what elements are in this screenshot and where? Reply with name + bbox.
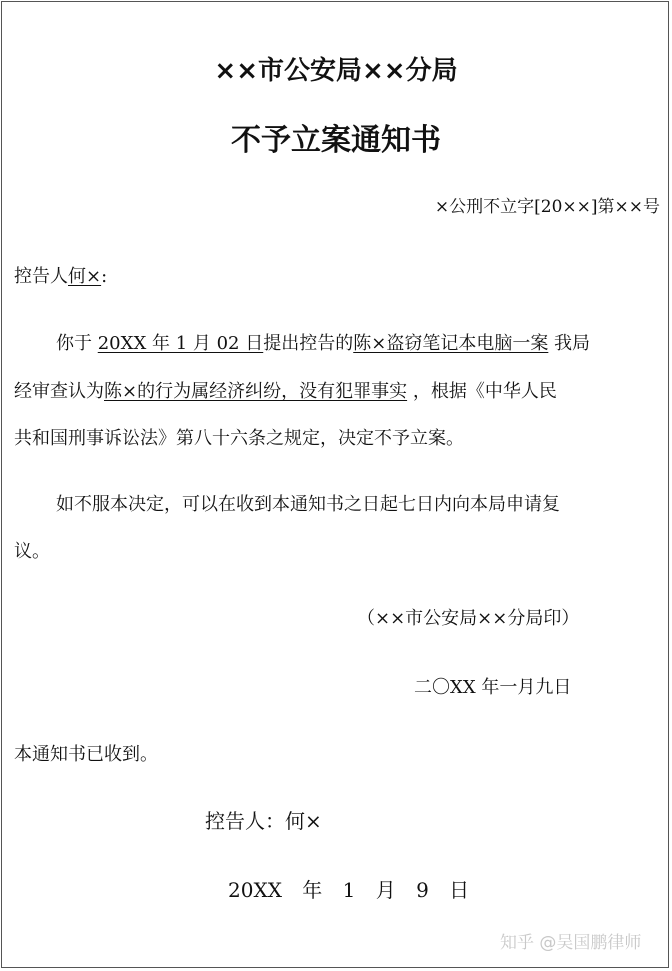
receipt-complainant: 控告人：何× — [205, 809, 322, 833]
addressee-suffix: : — [101, 266, 108, 287]
paragraph1-text: 我局 — [548, 333, 591, 354]
receipt-date: 20XX 年 1 月 9 日 — [228, 878, 470, 902]
paragraph1-text: ，根据《中华人民 — [407, 381, 557, 402]
document-number: ×公刑不立字[20××]第××号 — [434, 197, 660, 217]
seal-text: （××市公安局××分局印） — [357, 608, 580, 629]
bureau-heading: ××市公安局××分局 — [214, 56, 458, 86]
paragraph1-line2 — [14, 377, 557, 403]
addressee-name: 何× — [68, 266, 102, 287]
issue-date: 二〇XX 年一月九日 — [414, 677, 572, 698]
addressee-prefix: 控告人 — [14, 266, 68, 287]
paragraph1-text: 你于 — [56, 333, 98, 354]
complaint-date: 20XX 年 1 月 02 日 — [97, 333, 264, 354]
paragraph1-line1 — [56, 329, 590, 355]
document-title: 不予立案通知书 — [231, 123, 441, 158]
watermark: 知乎 @吴国鹏律师 — [500, 933, 642, 953]
paragraph2-line2: 议。 — [14, 541, 50, 562]
paragraph2-line1: 如不服本决定，可以在收到本通知书之日起七日内向本局申请复 — [56, 494, 560, 515]
decision-reason: 陈×的行为属经济纠纷，没有犯罪事实 — [104, 381, 408, 402]
paragraph1-text: 提出控告的 — [263, 333, 354, 354]
addressee-line — [14, 262, 107, 288]
paragraph1-text: 经审查认为 — [14, 381, 104, 402]
paragraph1-line3: 共和国刑事诉讼法》第八十六条之规定，决定不予立案。 — [14, 428, 464, 449]
receipt-statement: 本通知书已收到。 — [14, 744, 158, 765]
case-name: 陈×盗窃笔记本电脑一案 — [353, 333, 549, 354]
